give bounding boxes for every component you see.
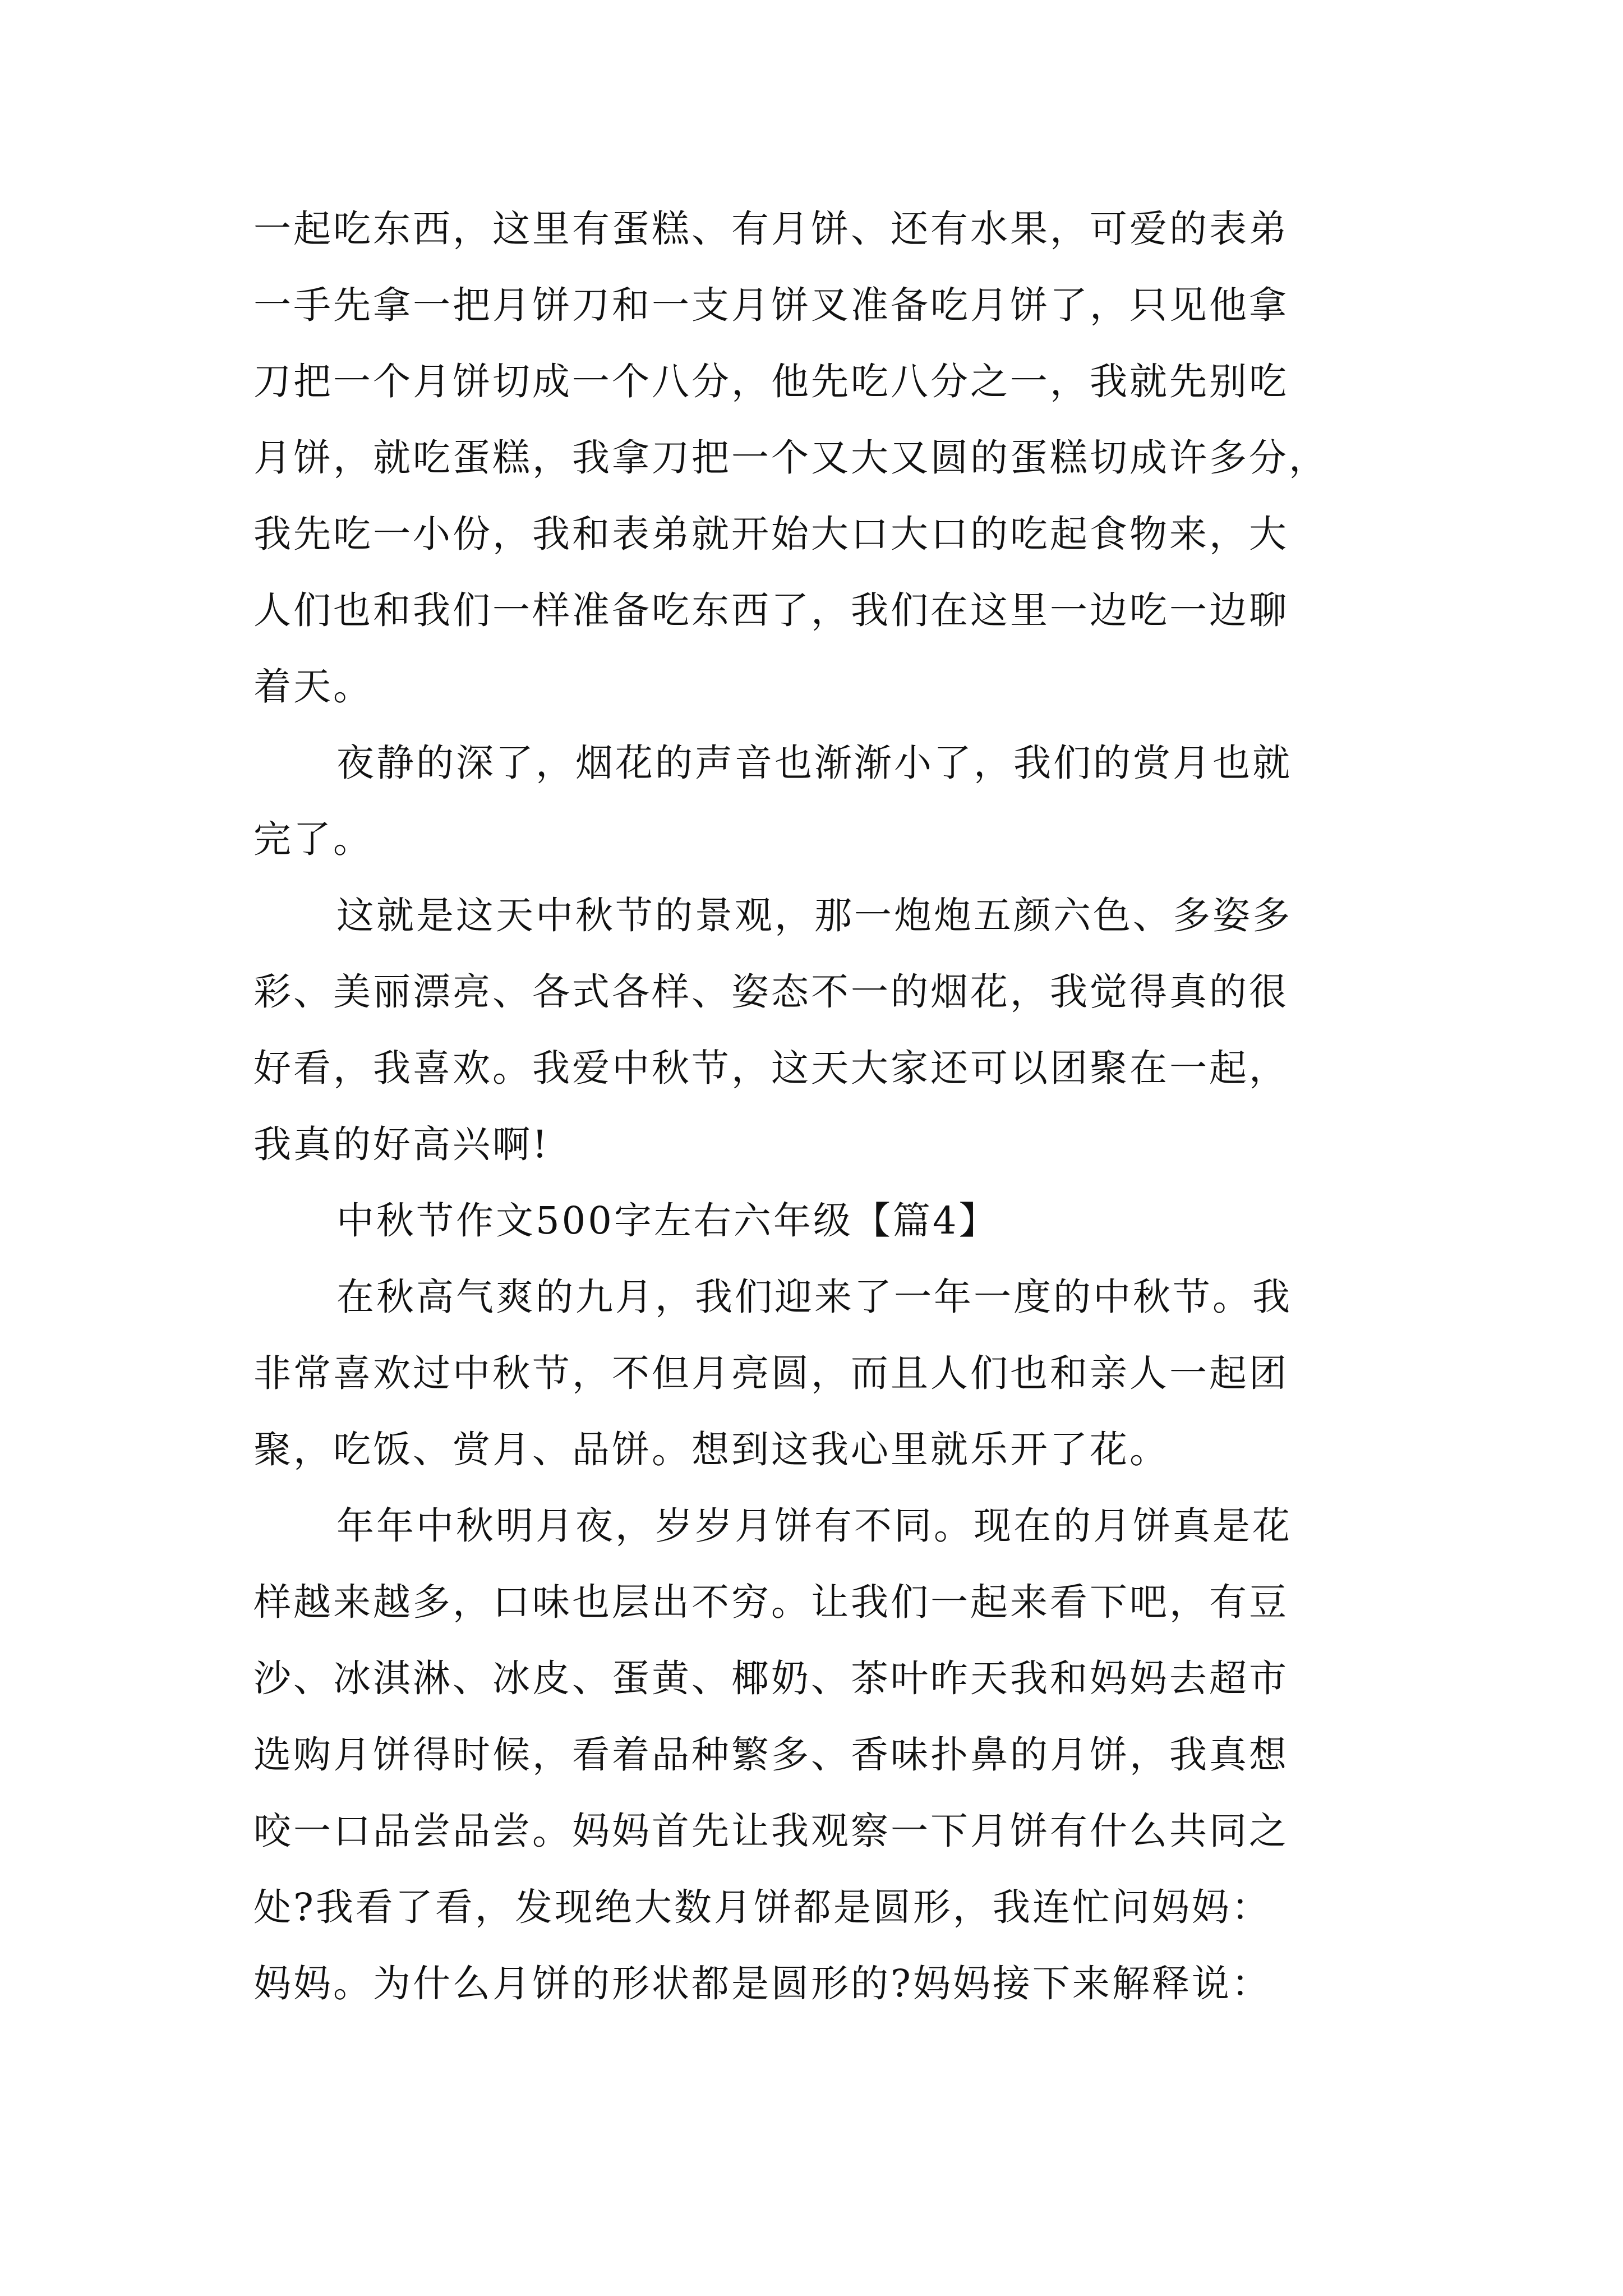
section-heading: 中秋节作文500字左右六年级【篇4】	[336, 1199, 999, 1243]
text-line: 我真的好高兴啊!	[253, 1122, 550, 1166]
paragraph-start-line: 在秋高气爽的九月，我们迎来了一年一度的中秋节。我	[336, 1275, 1292, 1319]
text-line: 非常喜欢过中秋节，不但月亮圆，而且人们也和亲人一起团	[253, 1351, 1289, 1395]
text-line: 人们也和我们一样准备吃东西了，我们在这里一边吃一边聊	[253, 588, 1289, 632]
text-line: 我先吃一小份，我和表弟就开始大口大口的吃起食物来，大	[253, 512, 1289, 556]
text-line: 选购月饼得时候，看着品种繁多、香味扑鼻的月饼，我真想	[253, 1733, 1289, 1777]
text-line: 妈妈。为什么月饼的形状都是圆形的?妈妈接下来解释说：	[253, 1962, 1271, 2005]
paragraph-start-line: 这就是这天中秋节的景观，那一炮炮五颜六色、多姿多	[336, 894, 1292, 937]
text-line: 着天。	[253, 665, 373, 708]
text-line: 沙、冰淇淋、冰皮、蛋黄、椰奶、茶叶昨天我和妈妈去超市	[253, 1657, 1289, 1700]
paragraph-start-line: 年年中秋明月夜，岁岁月饼有不同。现在的月饼真是花	[336, 1504, 1292, 1548]
text-line: 刀把一个月饼切成一个八分，他先吃八分之一，我就先别吃	[253, 360, 1289, 403]
text-line: 处?我看了看，发现绝大数月饼都是圆形，我连忙问妈妈：	[253, 1885, 1271, 1929]
paragraph-start-line: 夜静的深了，烟花的声音也渐渐小了，我们的赏月也就	[336, 741, 1292, 785]
text-line: 咬一口品尝品尝。妈妈首先让我观察一下月饼有什么共同之	[253, 1809, 1289, 1853]
body-text	[253, 191, 1398, 2022]
text-line: 聚，吃饭、赏月、品饼。想到这我心里就乐开了花。	[253, 1428, 1169, 1471]
text-line: 完了。	[253, 817, 373, 861]
text-line: 一起吃东西，这里有蛋糕、有月饼、还有水果，可爱的表弟	[253, 207, 1289, 251]
text-line: 一手先拿一把月饼刀和一支月饼叉准备吃月饼了，只见他拿	[253, 283, 1289, 327]
text-line: 好看，我喜欢。我爱中秋节，这天大家还可以团聚在一起，	[253, 1046, 1289, 1090]
text-line: 月饼，就吃蛋糕，我拿刀把一个又大又圆的蛋糕切成许多分，	[253, 436, 1329, 480]
text-line: 样越来越多，口味也层出不穷。让我们一起来看下吧，有豆	[253, 1580, 1289, 1624]
text-line: 彩、美丽漂亮、各式各样、姿态不一的烟花，我觉得真的很	[253, 970, 1289, 1014]
